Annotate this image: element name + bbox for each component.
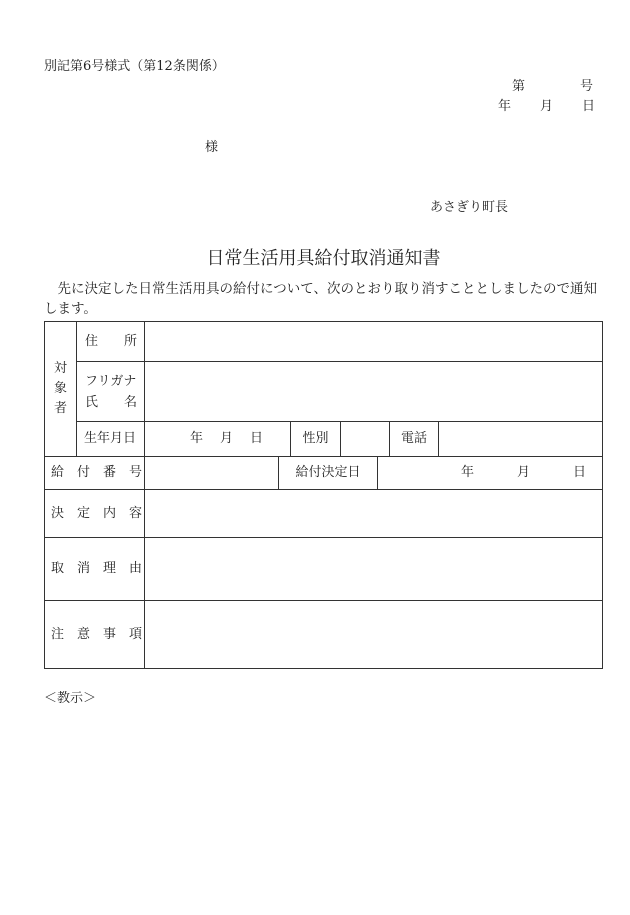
decision-date-value-cell <box>378 457 602 490</box>
benefit-number-label: 給 付 番 号 <box>51 465 143 480</box>
cancel-reason-value-cell <box>145 538 602 601</box>
notes-label-cell <box>45 601 145 668</box>
address-value-cell <box>145 322 602 362</box>
issue-date-label: 年 月 日 <box>498 99 597 114</box>
form-reference: 別記第6号様式（第12条関係） <box>44 59 225 74</box>
notice-body: 先に決定した日常生活用具の給付について、次のとおり取り消すこととしましたので通知します。 <box>44 281 597 317</box>
notice-table <box>44 321 603 669</box>
name-value-cell <box>145 362 602 422</box>
phone-label-cell <box>390 422 439 457</box>
furigana-label: フリガナ <box>85 373 137 389</box>
benefit-number-value-cell <box>145 457 279 490</box>
benefit-number-label-cell <box>45 457 145 490</box>
birthdate-value-cell <box>145 422 291 457</box>
issuer-name: あさぎり町長 <box>430 200 509 215</box>
subject-label: 対象者 <box>54 361 68 416</box>
cancel-reason-label-cell <box>45 538 145 601</box>
subject-cell <box>45 322 77 457</box>
gender-label-cell <box>291 422 341 457</box>
birthdate-value: 年 月 日 <box>190 431 266 446</box>
decision-date-label-cell <box>279 457 378 490</box>
document-number-label: 第 号 <box>512 79 594 94</box>
decision-content-label: 決 定 内 容 <box>51 505 143 521</box>
notes-label: 注 意 事 項 <box>51 626 143 642</box>
gender-value-cell <box>341 422 390 457</box>
document-title: 日常生活用具給付取消通知書 <box>206 248 441 269</box>
address-label: 住 所 <box>85 333 138 349</box>
birthdate-label: 生年月日 <box>84 431 137 446</box>
phone-value-cell <box>439 422 602 457</box>
name-label: 氏 名 <box>85 394 138 410</box>
name-label-cell <box>77 362 145 422</box>
cancel-reason-label: 取 消 理 由 <box>51 561 143 576</box>
instruction-label: ＜教示＞ <box>44 691 97 706</box>
birthdate-label-cell <box>77 422 145 457</box>
notes-value-cell <box>145 601 602 668</box>
decision-date-value: 年 月 日 <box>461 465 588 480</box>
decision-date-label: 給付決定日 <box>295 465 361 480</box>
decision-content-value-cell <box>145 490 602 538</box>
gender-label: 性別 <box>302 431 329 446</box>
decision-content-label-cell <box>45 490 145 538</box>
phone-label: 電話 <box>400 431 427 446</box>
addressee-suffix: 様 <box>205 140 219 155</box>
address-label-cell <box>77 322 145 362</box>
